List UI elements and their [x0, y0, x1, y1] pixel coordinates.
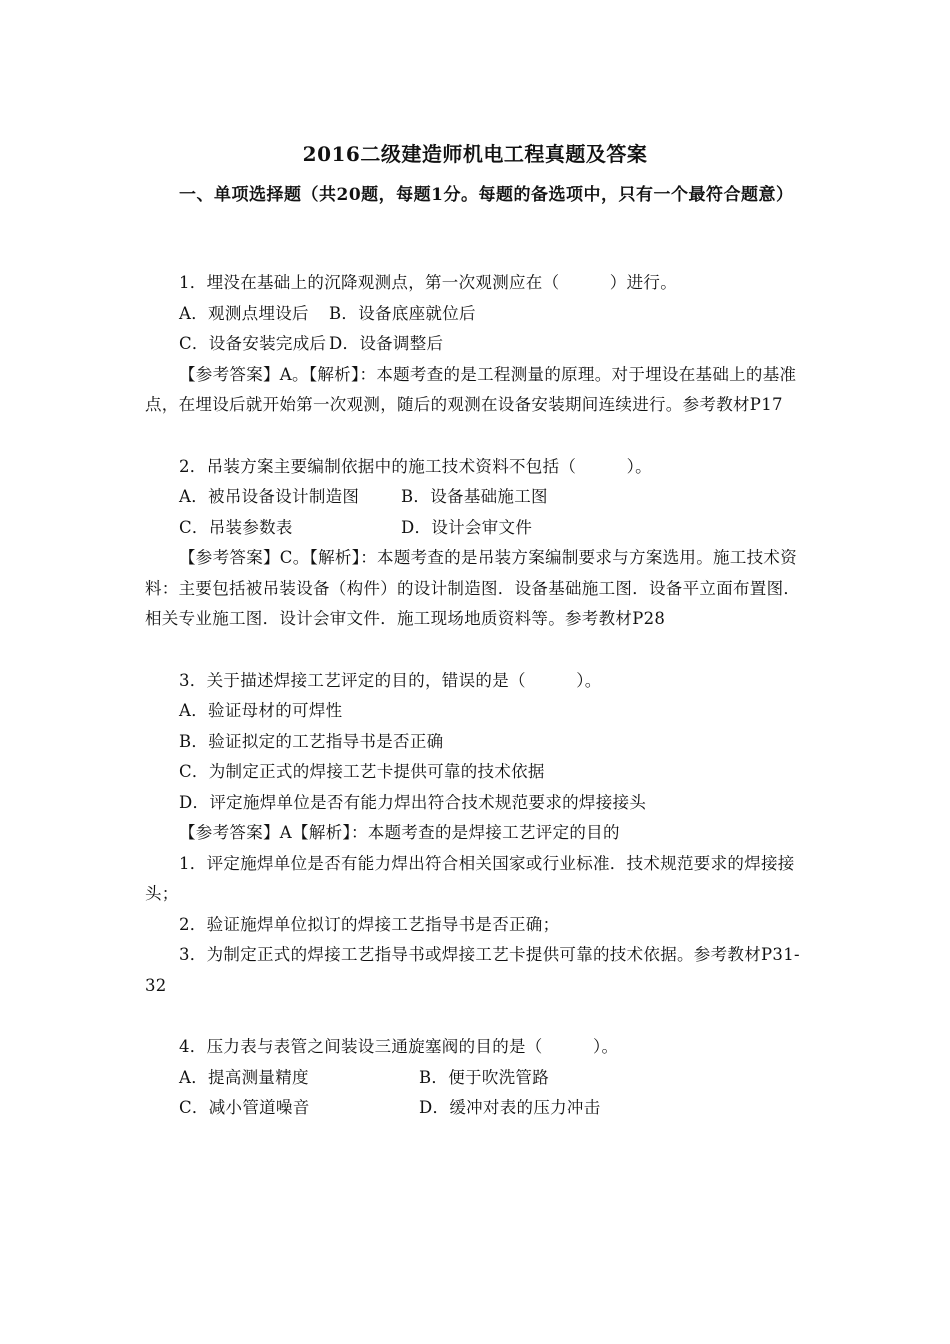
answer-explanation: 【参考答案】C。【解析】：本题考查的是吊装方案编制要求与方案选用。施工技术资料：主要包括被吊装设备（构件）的设计制造图．设备基础施工图．设备平立面布置图．相关专业施工图．设计会审文件．施工现场地质资料等。参考教材P28 [145, 548, 801, 628]
document-title: 2016二级建造师机电工程真题及答案 [302, 142, 648, 166]
option-row [145, 482, 807, 513]
question-stem: 4．压力表与表管之间装设三通旋塞阀的目的是（ ）。 [179, 1037, 619, 1056]
option-c: C．设备安装完成后 [179, 334, 327, 353]
option-d: D．缓冲对表的压力冲击 [419, 1098, 601, 1117]
option-d: D．设备调整后 [329, 334, 444, 353]
option-a: A．验证母材的可焊性 [179, 701, 343, 720]
explanation-point-1: 1．评定施焊单位是否有能力焊出符合相关国家或行业标准．技术规范要求的焊接接头； [145, 853, 795, 903]
option-a: A．被吊设备设计制造图 [179, 487, 360, 506]
question-2 [145, 452, 807, 635]
explanation-point-3: 3．为制定正式的焊接工艺指导书或焊接工艺卡提供可靠的技术依据。参考教材P31-32 [145, 945, 800, 995]
option-a: A．提高测量精度 [179, 1067, 309, 1087]
question-stem: 3．关于描述焊接工艺评定的目的，错误的是（ ）。 [179, 670, 602, 690]
option-b: B．设备底座就位后 [329, 303, 476, 323]
option-c: C．为制定正式的焊接工艺卡提供可靠的技术依据 [179, 762, 545, 781]
option-row [145, 1093, 807, 1124]
question-1 [145, 268, 807, 421]
option-row [145, 513, 807, 544]
answer-explanation: 【参考答案】A【解析】：本题考查的是焊接工艺评定的目的 [179, 823, 620, 842]
option-row [145, 329, 807, 360]
option-b: B．便于吹洗管路 [419, 1067, 550, 1087]
explanation-point-2: 2．验证施焊单位拟订的焊接工艺指导书是否正确； [179, 914, 560, 934]
question-3 [145, 666, 807, 1002]
question-stem: 1．埋没在基础上的沉降观测点，第一次观测应在（ ）进行。 [179, 273, 677, 292]
question-stem: 2．吊装方案主要编制依据中的施工技术资料不包括（ ）。 [179, 456, 652, 476]
option-row [145, 299, 807, 330]
option-c: C．减小管道噪音 [179, 1098, 310, 1117]
option-a: A．观测点埋设后 [179, 303, 309, 323]
option-d: D．评定施焊单位是否有能力焊出符合技术规范要求的焊接接头 [179, 792, 647, 812]
option-c: C．吊装参数表 [179, 517, 293, 537]
answer-explanation: 【参考答案】A。【解析】：本题考查的是工程测量的原理。对于埋设在基础上的基准点，在埋设后就开始第一次观测，随后的观测在设备安装期间连续进行。参考教材P17 [145, 364, 797, 414]
option-b: B．验证拟定的工艺指导书是否正确 [179, 731, 444, 751]
question-list [145, 268, 807, 1155]
option-row [145, 1063, 807, 1094]
option-d: D．设计会审文件 [401, 517, 533, 537]
option-b: B．设备基础施工图 [401, 487, 548, 506]
section-heading: 一、单项选择题（共20题，每题1分。每题的备选项中，只有一个最符合题意） [179, 185, 794, 205]
question-4 [145, 1032, 807, 1124]
